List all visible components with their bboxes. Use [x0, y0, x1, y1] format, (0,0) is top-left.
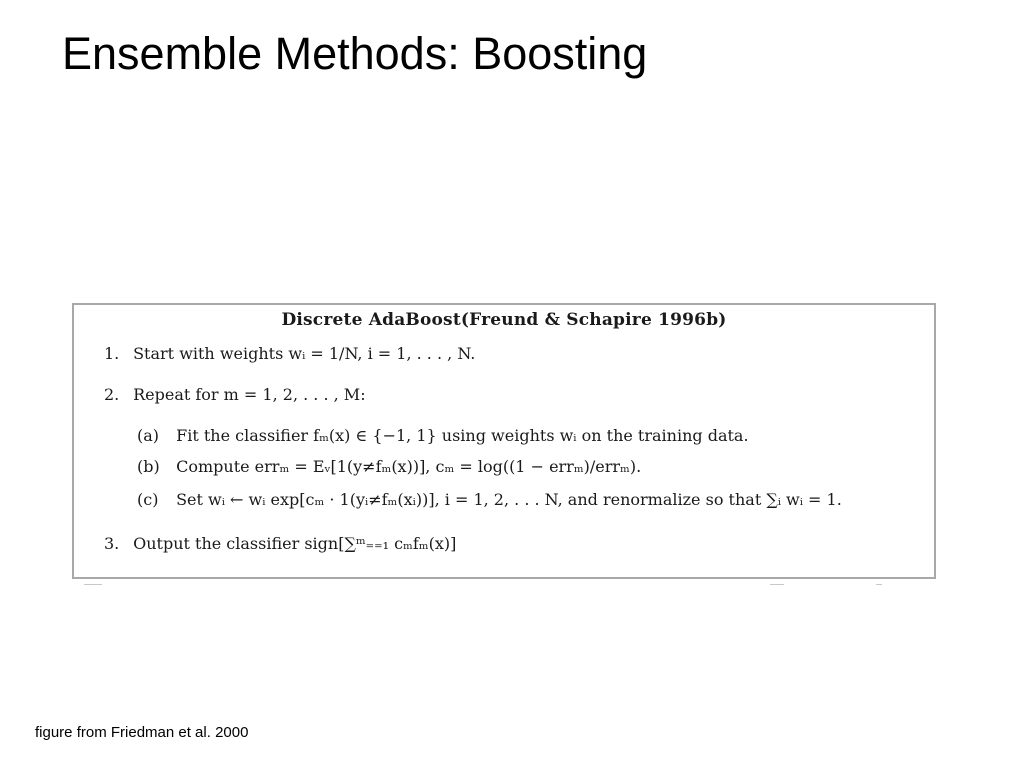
algorithm-figure	[72, 303, 936, 579]
step-1-number: 1.	[104, 344, 120, 363]
scan-artifact-mark	[876, 584, 882, 585]
substep-a-text: Fit the classifier fₘ(x) ∈ {−1, 1} using weights wᵢ on the training data.	[176, 426, 749, 445]
step-2	[104, 384, 366, 406]
substep-b-label: (b)	[137, 457, 160, 476]
step-3	[104, 533, 456, 555]
substep-c-text: Set wᵢ ← wᵢ exp[cₘ · 1(yᵢ≠fₘ(xᵢ))], i = 1, 2, . . . N, and renormalize so that ∑ᵢ wᵢ = 1.	[176, 490, 842, 509]
substep-a-label: (a)	[137, 426, 160, 445]
step-3-text: Output the classifier sign[∑ᵐ₌₌₁ cₘfₘ(x)]	[133, 534, 457, 553]
substep-a	[137, 425, 749, 447]
algorithm-title	[74, 310, 934, 330]
slide-title: Ensemble Methods: Boosting	[62, 28, 648, 79]
step-2-text: Repeat for m = 1, 2, . . . , M:	[133, 385, 366, 404]
substep-c	[137, 489, 842, 511]
figure-caption: figure from Friedman et al. 2000	[35, 724, 249, 741]
scan-artifact-mark	[770, 584, 784, 585]
scan-artifacts	[80, 582, 900, 588]
scan-artifact-mark	[84, 584, 102, 585]
step-1-text: Start with weights wᵢ = 1/N, i = 1, . . . , N.	[133, 344, 476, 363]
substep-b-text: Compute errₘ = Eᵥ[1(y≠fₘ(x))], cₘ = log((1 − errₘ)/errₘ).	[176, 457, 642, 476]
step-3-number: 3.	[104, 534, 120, 553]
step-1	[104, 343, 475, 365]
substep-c-label: (c)	[137, 490, 159, 509]
step-2-number: 2.	[104, 385, 120, 404]
algorithm-title-text: Discrete AdaBoost(Freund & Schapire 1996b)	[281, 310, 727, 330]
substep-b	[137, 456, 641, 478]
